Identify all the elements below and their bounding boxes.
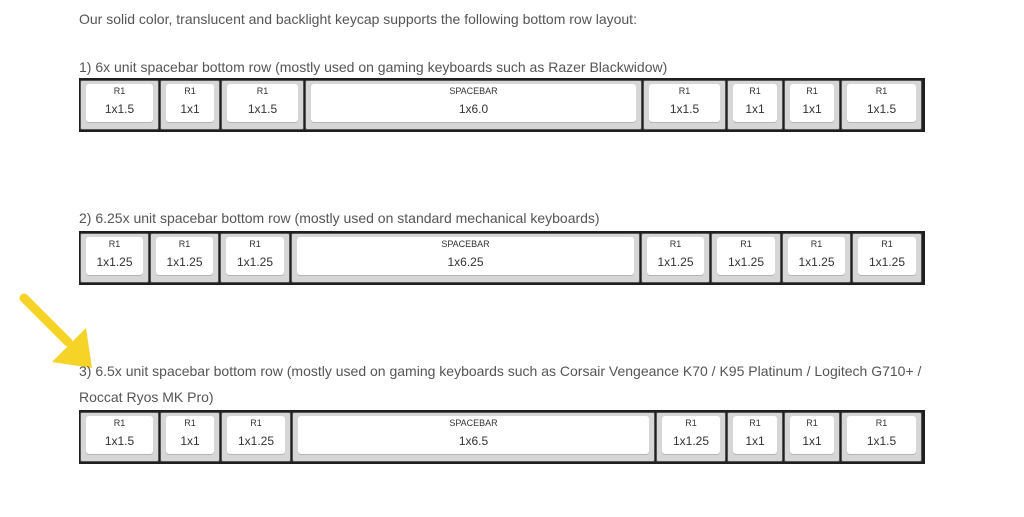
key-size: 1x1 [802, 434, 822, 448]
layout-2-keyboard-row [79, 231, 925, 285]
keycap-top [662, 416, 720, 454]
keycap-top [790, 84, 834, 122]
key-size: 1x1.25 [237, 434, 275, 448]
key-size: 1x1.25 [96, 255, 133, 269]
key [221, 80, 304, 130]
key [784, 80, 840, 130]
spacebar-key [291, 233, 640, 283]
key [160, 412, 220, 462]
key-size: 1x1.25 [236, 255, 274, 269]
key-size: 1x1.5 [104, 434, 135, 448]
intro-text: Our solid color, translucent and backlight keycap supports the following bottom row layout: [79, 11, 637, 27]
key-legend: R1 [678, 86, 691, 96]
key [782, 233, 851, 283]
keycap-top [298, 416, 649, 454]
key [80, 412, 159, 462]
key-size: 1x1 [745, 434, 765, 448]
keycap-top [733, 416, 777, 454]
key-size: 1x1.25 [657, 255, 694, 269]
key-legend: R1 [875, 418, 888, 428]
key-legend: SPACEBAR [441, 239, 490, 249]
key-size: 1x1 [802, 102, 822, 116]
keycap-top [847, 84, 916, 122]
key-legend: R1 [256, 86, 269, 96]
key-legend: R1 [669, 239, 682, 249]
key-legend: R1 [810, 239, 823, 249]
key [221, 412, 291, 462]
key [150, 233, 219, 283]
key [160, 80, 220, 130]
key-legend: R1 [740, 239, 752, 249]
spacebar-key [292, 412, 655, 462]
key [711, 233, 781, 283]
key-size: 1x6.25 [447, 255, 484, 269]
key [80, 233, 149, 283]
key-legend: R1 [806, 86, 818, 96]
key-legend: R1 [806, 418, 818, 428]
keycap-top [227, 416, 285, 454]
keycap-top [166, 416, 214, 454]
keycap-top [311, 84, 636, 122]
spacebar-key [305, 80, 642, 130]
keycap-top [226, 237, 284, 275]
keycap-top [790, 416, 834, 454]
key-legend: R1 [178, 239, 191, 249]
key-legend: R1 [184, 418, 196, 428]
keycap-top [647, 237, 704, 275]
key-legend: R1 [249, 239, 261, 249]
keycap-top [86, 416, 153, 454]
key-legend: R1 [184, 86, 196, 96]
key [784, 412, 840, 462]
key-size: 1x1 [180, 434, 200, 448]
key [656, 412, 726, 462]
key-size: 1x1.25 [166, 255, 203, 269]
key-legend: R1 [250, 418, 262, 428]
key [643, 80, 726, 130]
key-legend: R1 [875, 86, 888, 96]
layout-2-heading: 2) 6.25x unit spacebar bottom row (mostly used on standard mechanical keyboards) [79, 210, 600, 226]
layout-3-heading-line-1: 3) 6.5x unit spacebar bottom row (mostly used on gaming keyboards such as Corsair Vengeance K70 / K95 Platinum / Logitech G710+ / [79, 363, 922, 379]
key-size: 1x1.25 [868, 255, 906, 269]
keycap-top [717, 237, 775, 275]
key-legend: R1 [685, 418, 697, 428]
keycap-top [858, 237, 916, 275]
key-size: 1x1.5 [247, 102, 278, 116]
layout-1-heading: 1) 6x unit spacebar bottom row (mostly used on gaming keyboards such as Razer Blackwidow) [79, 59, 668, 75]
key [727, 80, 783, 130]
key-size: 1x1.5 [866, 434, 897, 448]
layout-1-keyboard-row [79, 78, 925, 132]
keycap-top [86, 237, 143, 275]
key-size: 1x1.5 [104, 102, 135, 116]
layout-3-keyboard-row [79, 410, 925, 464]
keycap-top [733, 84, 777, 122]
keycap-top [227, 84, 298, 122]
key-legend: R1 [749, 86, 761, 96]
key [641, 233, 710, 283]
key [841, 80, 922, 130]
key-legend: R1 [113, 86, 126, 96]
key [80, 80, 159, 130]
key [220, 233, 290, 283]
keycap-top [156, 237, 213, 275]
key-legend: SPACEBAR [449, 86, 498, 96]
key [841, 412, 922, 462]
key-size: 1x1 [180, 102, 200, 116]
key-size: 1x1.25 [798, 255, 835, 269]
keycap-top [788, 237, 845, 275]
keycap-top [649, 84, 720, 122]
key [727, 412, 783, 462]
keycap-top [166, 84, 214, 122]
key [852, 233, 922, 283]
key-size: 1x1.25 [672, 434, 710, 448]
key-legend: R1 [749, 418, 761, 428]
key-legend: R1 [113, 418, 126, 428]
keycap-top [86, 84, 153, 122]
keycap-top [847, 416, 916, 454]
key-legend: R1 [108, 239, 121, 249]
key-legend: SPACEBAR [449, 418, 498, 428]
key-size: 1x6.5 [458, 434, 489, 448]
key-size: 1x1.25 [727, 255, 765, 269]
keycap-top [297, 237, 634, 275]
key-size: 1x1 [745, 102, 765, 116]
layout-3-heading-line-2: Roccat Ryos MK Pro) [79, 389, 214, 405]
key-size: 1x6.0 [458, 102, 489, 116]
key-size: 1x1.5 [866, 102, 897, 116]
key-legend: R1 [881, 239, 893, 249]
key-size: 1x1.5 [669, 102, 700, 116]
